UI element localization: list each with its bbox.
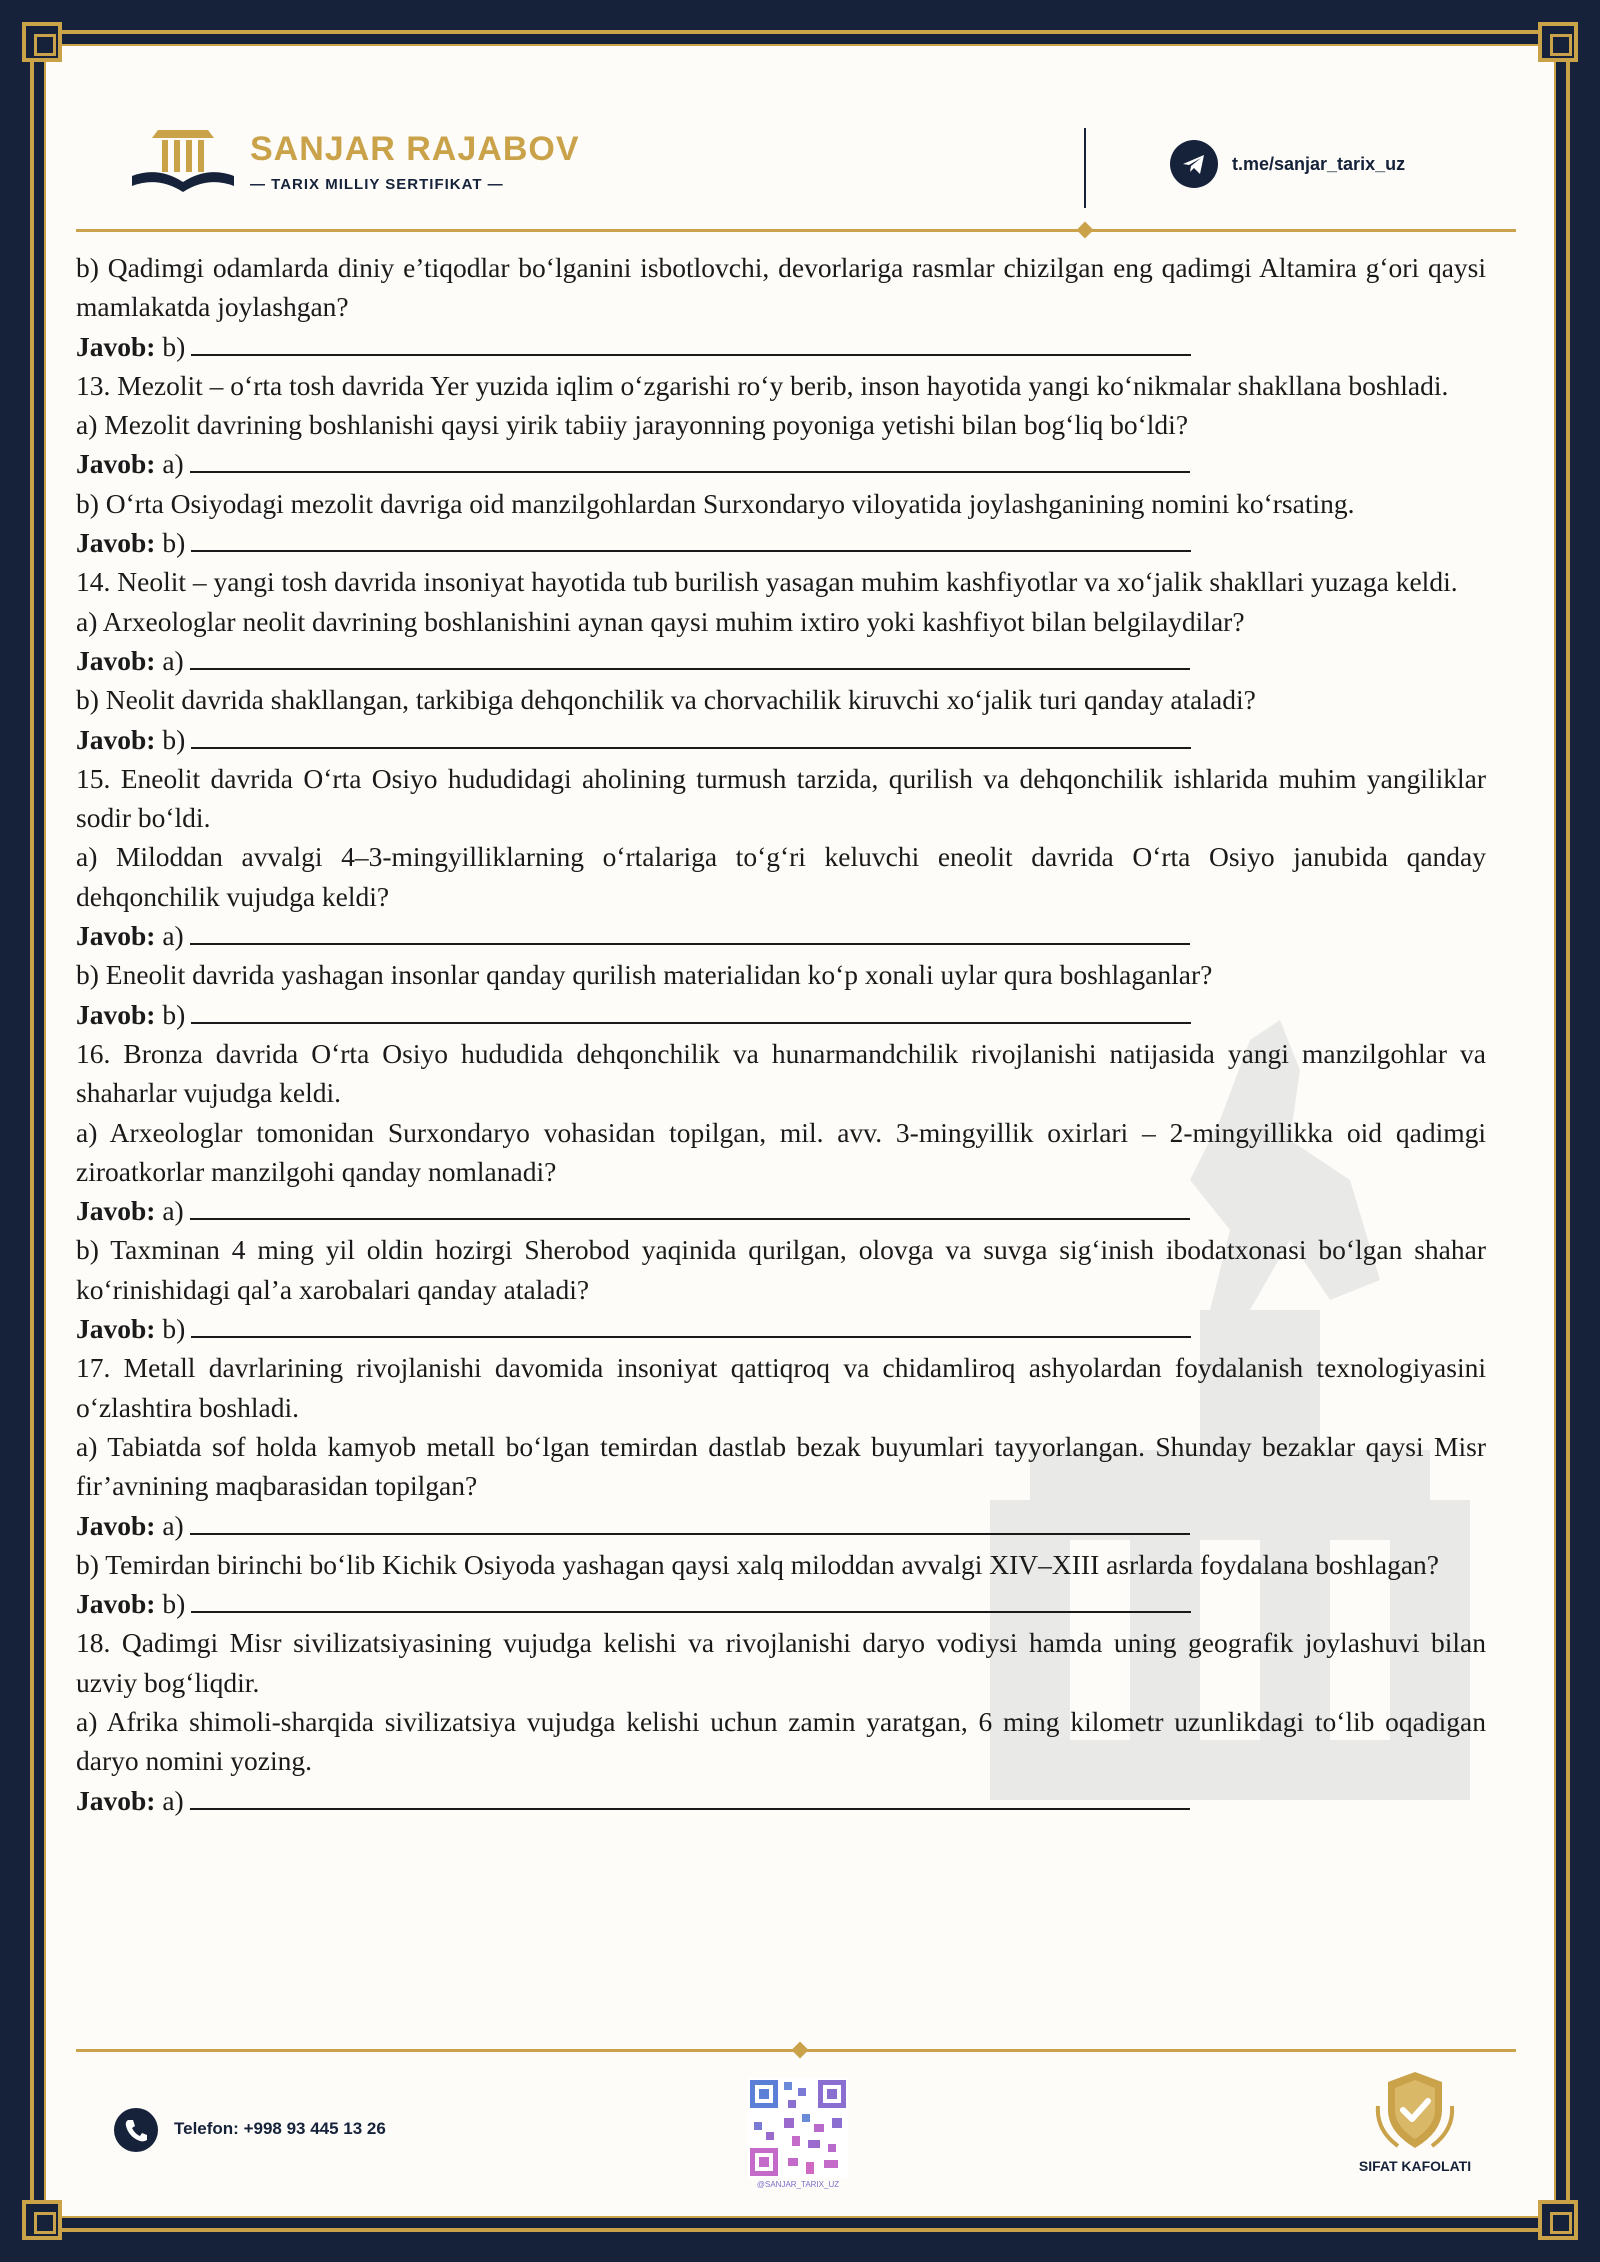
question-text: a) Arxeologlar tomonidan Surxondaryo vohasidan topilgan, mil. avv. 3-mingyillik oxirlari – 2-mingyillikka oid qadimgi ziroatkorlar manzilgohi qanday nomlanadi? xyxy=(76,1116,1486,1187)
phone-icon xyxy=(114,2108,158,2152)
question-text: 17. Metall davrlarining rivojlanishi davomida insoniyat qattiqroq va chidamliroq ashyolardan foydalanish texnologiyasini o‘zlashtira boshladi. xyxy=(76,1352,1486,1423)
qr-caption: @SANJAR_TARIX_UZ xyxy=(756,2180,840,2189)
answer-label: Javob: xyxy=(76,527,156,559)
answer-option: a) xyxy=(162,1784,184,1816)
answer-line xyxy=(76,1584,1486,1623)
answer-blank[interactable] xyxy=(191,332,1191,356)
brand-subtitle: — TARIX MILLIY SERTIFIKAT — xyxy=(250,176,504,193)
answer-option: b) xyxy=(162,330,186,362)
answer-option: b) xyxy=(162,1588,186,1620)
telegram-icon[interactable] xyxy=(1170,140,1218,188)
question-text: b) Eneolit davrida yashagan insonlar qanday qurilish materialidan ko‘p xonali uylar qura boshlaganlar? xyxy=(76,959,1213,991)
answer-option: a) xyxy=(162,644,184,676)
header-divider xyxy=(1084,128,1086,208)
phone-number: Telefon: +998 93 445 13 26 xyxy=(174,2119,386,2138)
question-text: 14. Neolit – yangi tosh davrida insoniyat hayotida tub burilish yasagan muhim kashfiyotlar va xo‘jalik shakllari yuzaga keldi. xyxy=(76,566,1458,598)
answer-line xyxy=(76,327,1486,366)
question-text: 15. Eneolit davrida O‘rta Osiyo hududidagi aholining turmush tarzida, qurilish va dehqonchilik ishlarida muhim yangiliklar sodir bo‘ldi. xyxy=(76,762,1486,834)
corner-ornament xyxy=(1538,2200,1578,2240)
question-text: a) Tabiatda sof holda kamyob metall bo‘lgan temirdan dastlab bezak buyumlari tayyorlangan. Shunday bezaklar qaysi Misr fir’avnining maqbarasidan topilgan? xyxy=(76,1430,1486,1502)
answer-line xyxy=(76,641,1486,680)
answer-label: Javob: xyxy=(76,330,156,362)
corner-ornament xyxy=(1538,22,1578,62)
answer-label: Javob: xyxy=(76,1313,156,1345)
book-columns-logo-icon xyxy=(128,120,238,200)
corner-ornament xyxy=(22,2200,62,2240)
question-text: a) Miloddan avvalgi 4–3-mingyilliklarning o‘rtalariga to‘g‘ri keluvchi eneolit davrida O‘rta Osiyo janubida qanday dehqonchilik vujudga keldi? xyxy=(76,841,1486,912)
answer-option: a) xyxy=(162,920,184,952)
corner-ornament xyxy=(22,22,62,62)
answer-option: b) xyxy=(162,723,186,755)
question-text: a) Mezolit davrining boshlanishi qaysi yirik tabiiy jarayonning poyoniga yetishi bilan bog‘liq bo‘ldi? xyxy=(76,409,1189,441)
answer-line xyxy=(76,995,1486,1034)
answer-line xyxy=(76,444,1486,483)
answer-blank[interactable] xyxy=(191,528,1191,552)
answer-blank[interactable] xyxy=(190,646,1190,670)
answer-label: Javob: xyxy=(76,1195,156,1227)
answer-label: Javob: xyxy=(76,644,156,676)
question-list xyxy=(76,248,1486,1820)
question-text: b) Temirdan birinchi bo‘lib Kichik Osiyoda yashagan qaysi xalq miloddan avvalgi XIV–XIII asrlarda foydalana boshlagan? xyxy=(76,1548,1440,1580)
answer-label: Javob: xyxy=(76,1588,156,1620)
answer-line xyxy=(76,916,1486,955)
brand-logo xyxy=(128,120,580,200)
answer-line xyxy=(76,720,1486,759)
answer-blank[interactable] xyxy=(191,1000,1191,1024)
answer-option: b) xyxy=(162,527,186,559)
answer-line xyxy=(76,1781,1486,1820)
answer-blank[interactable] xyxy=(191,1314,1191,1338)
answer-blank[interactable] xyxy=(190,1196,1190,1220)
question-text: 16. Bronza davrida O‘rta Osiyo hududida dehqonchilik va hunarmandchilik rivojlanishi natijasida yangi manzilgohlar va shaharlar vujudga keldi. xyxy=(76,1037,1486,1109)
answer-label: Javob: xyxy=(76,723,156,755)
answer-option: a) xyxy=(162,1195,184,1227)
question-text: b) Taxminan 4 ming yil oldin hozirgi Sherobod yaqinida qurilgan, olovga va suvga sig‘inish ibodatxonasi bo‘lgan shahar ko‘rinishidagi qal’a xarobalari qanday ataladi? xyxy=(76,1234,1486,1305)
answer-blank[interactable] xyxy=(190,921,1190,945)
answer-line xyxy=(76,1506,1486,1545)
question-text: a) Afrika shimoli-sharqida sivilizatsiya vujudga kelishi uchun zamin yaratgan, 6 ming kilometr uzunlikdagi to‘lib oqadigan daryo nomini yozing. xyxy=(76,1705,1486,1777)
answer-blank[interactable] xyxy=(190,1511,1190,1535)
answer-line xyxy=(76,1309,1486,1348)
telegram-link[interactable]: t.me/sanjar_tarix_uz xyxy=(1232,154,1406,174)
answer-label: Javob: xyxy=(76,448,156,480)
question-text: 18. Qadimgi Misr sivilizatsiyasining vujudga kelishi va rivojlanishi daryo vodiysi hamda uning geografik joylashuvi bilan uzviy bog‘liqdir. xyxy=(76,1627,1486,1698)
answer-label: Javob: xyxy=(76,998,156,1030)
answer-label: Javob: xyxy=(76,1509,156,1541)
qr-code-icon[interactable] xyxy=(748,2078,848,2178)
quality-badge-label: SIFAT KAFOLATI xyxy=(1358,2158,1472,2174)
question-text: b) Neolit davrida shakllangan, tarkibiga dehqonchilik va chorvachilik kiruvchi xo‘jalik turi qanday ataladi? xyxy=(76,684,1256,716)
answer-label: Javob: xyxy=(76,920,156,952)
header-rule xyxy=(76,229,1516,232)
answer-option: b) xyxy=(162,998,186,1030)
answer-option: a) xyxy=(162,1509,184,1541)
question-text: b) O‘rta Osiyodagi mezolit davriga oid manzilgohlardan Surxondaryo viloyatida joylashganining nomini ko‘rsating. xyxy=(76,487,1355,519)
question-text: a) Arxeologlar neolit davrining boshlanishini aynan qaysi muhim ixtiro yoki kashfiyot bilan belgilaydilar? xyxy=(76,605,1245,637)
quality-seal-icon xyxy=(1370,2066,1460,2156)
answer-blank[interactable] xyxy=(191,1589,1191,1613)
question-text: 13. Mezolit – o‘rta tosh davrida Yer yuzida iqlim o‘zgarishi ro‘y berib, inson hayotida yangi ko‘nikmalar shakllana boshladi. xyxy=(76,369,1449,401)
question-text: b) Qadimgi odamlarda diniy e’tiqodlar bo‘lganini isbotlovchi, devorlariga rasmlar chizilgan eng qadimgi Altamira g‘ori qaysi mamlakatda joylashgan? xyxy=(76,252,1486,323)
answer-blank[interactable] xyxy=(190,1786,1190,1810)
answer-label: Javob: xyxy=(76,1784,156,1816)
answer-blank[interactable] xyxy=(191,725,1191,749)
brand-title: SANJAR RAJABOV xyxy=(250,130,580,168)
answer-line xyxy=(76,523,1486,562)
answer-line xyxy=(76,1191,1486,1230)
answer-option: b) xyxy=(162,1313,186,1345)
answer-option: a) xyxy=(162,448,184,480)
answer-blank[interactable] xyxy=(190,449,1190,473)
